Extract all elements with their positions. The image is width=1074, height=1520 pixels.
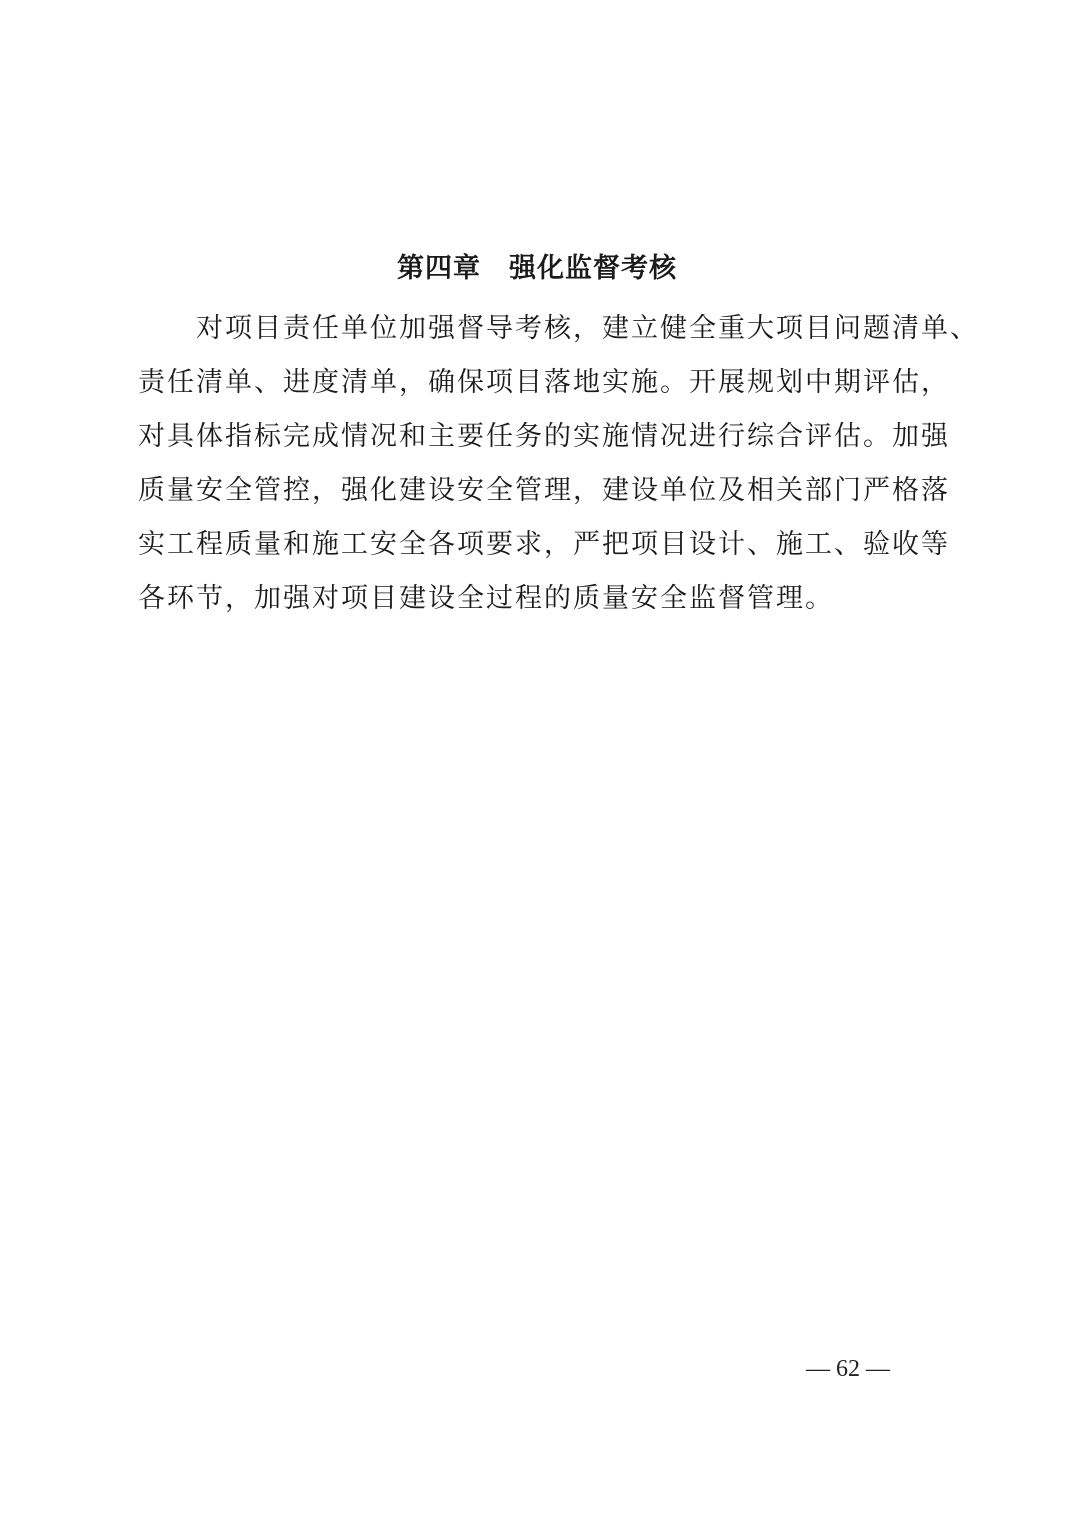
page-number: — 62 — (806, 1356, 890, 1382)
paragraph-line: 实工程质量和施工安全各项要求，严把项目设计、施工、验收等 (138, 529, 950, 560)
paragraph-line: 对项目责任单位加强督导考核，建立健全重大项目问题清单、 (196, 313, 979, 344)
paragraph-line: 质量安全管控，强化建设安全管理，建设单位及相关部门严格落 (138, 475, 950, 506)
paragraph-line: 对具体指标完成情况和主要任务的实施情况进行综合评估。加强 (138, 421, 950, 452)
paragraph-line: 责任清单、进度清单，确保项目落地实施。开展规划中期评估， (138, 367, 950, 398)
paragraph-line: 各环节，加强对项目建设全过程的质量安全监督管理。 (138, 583, 834, 614)
chapter-title: 第四章 强化监督考核 (397, 253, 677, 284)
body-paragraph (138, 302, 979, 626)
